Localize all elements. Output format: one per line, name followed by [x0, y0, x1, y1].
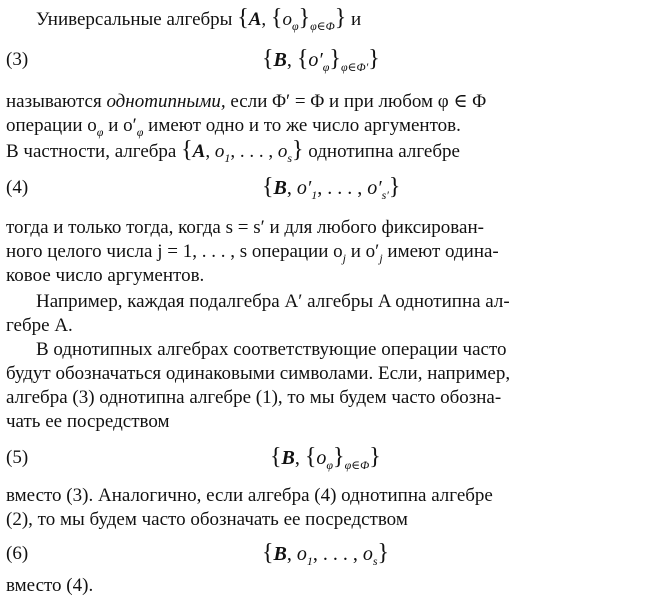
text-span: и [351, 9, 362, 30]
text-span: если Φ′ = Φ и при любом φ ∈ Φ [230, 91, 487, 112]
paragraph-line [6, 410, 658, 434]
paragraph-line [6, 264, 658, 288]
text-span: Например, каждая подалгебра A′ алгебры A однотипна ал- [36, 291, 510, 312]
paragraph-line [36, 338, 658, 362]
text-span: будут обозначаться одинаковыми символами. Если, например, [6, 363, 511, 384]
text-span: Универсальные алгебры [36, 9, 233, 30]
formula-eq5: {B, $\{o_\varphi\}_{\varphi\in\Phi}$} [270, 444, 381, 472]
paragraph-line [6, 216, 658, 240]
paragraph-line [6, 508, 658, 532]
text-span: ного целого числа j = 1, . . . , s операции o [6, 241, 343, 262]
equation-5 [0, 440, 664, 476]
term-emphasis: однотипными, [106, 91, 226, 112]
paragraph-line [36, 290, 658, 314]
equation-number: (6) [6, 543, 29, 564]
paragraph-line: операции $o_\varphi$ и $o'_\varphi$ имеют одно и то же число аргументов. [6, 115, 461, 139]
equation-6 [0, 536, 664, 572]
paragraph-line [6, 362, 658, 386]
formula-eq6: {B, $o_1$, . . . , $o_s$} [262, 540, 390, 568]
paragraph-line [6, 90, 658, 114]
paragraph-line [6, 386, 658, 410]
text-span: вместо (3). Аналогично, если алгебра (4) однотипна алгебре [6, 485, 493, 506]
text-span: операции o [6, 115, 97, 136]
text-span: чать ее посредством [6, 411, 170, 432]
paragraph-line [6, 484, 658, 508]
text-span: называются [6, 91, 102, 112]
paragraph-line [6, 314, 658, 338]
text-span: имеют одина- [387, 241, 499, 262]
equation-number: (4) [6, 177, 29, 198]
text-span: тогда и только тогда, когда s = s′ и для любого фиксирован- [6, 217, 484, 238]
text-span: алгебра (3) однотипна алгебре (1), то мы будем часто обозна- [6, 387, 502, 408]
text-span: и o′ [108, 115, 137, 136]
equation-3 [0, 42, 664, 78]
formula-eq3: {B, $\{o'_\varphi\}_{\varphi\in\Phi'}$} [262, 46, 380, 74]
paragraph-line [6, 574, 658, 598]
equation-number: (3) [6, 49, 29, 70]
text-span: гебре A. [6, 315, 73, 336]
inline-formula-A: {A, $\{o_\varphi\}_{\varphi\in\Phi}$} [237, 5, 347, 33]
paragraph-line [6, 138, 658, 170]
text-span: вместо (4). [6, 575, 94, 596]
paragraph-line: ного целого числа j = 1, . . . , s операции $o_j$ и $o'_j$ имеют одина- [6, 241, 499, 265]
subscript: φ [96, 125, 104, 139]
text-span: В однотипных алгебрах соответствующие операции часто [36, 339, 507, 360]
paragraph-line [36, 6, 658, 38]
text-span: В частности, алгебра [6, 141, 177, 162]
text-span: и o′ [350, 241, 380, 262]
text-span: однотипна алгебре [308, 141, 460, 162]
text-span: (2), то мы будем часто обозначать ее посредством [6, 509, 408, 530]
text-span: ковое число аргументов. [6, 265, 205, 286]
formula-eq4: {B, $o'_1$, . . . , $o'_{s'}$} [262, 174, 401, 202]
inline-formula-A-s: {A, $o_1$, . . . , $o_s$} [181, 137, 304, 165]
equation-number: (5) [6, 447, 29, 468]
text-span: имеют одно и то же число аргументов. [148, 115, 461, 136]
equation-4 [0, 170, 664, 206]
